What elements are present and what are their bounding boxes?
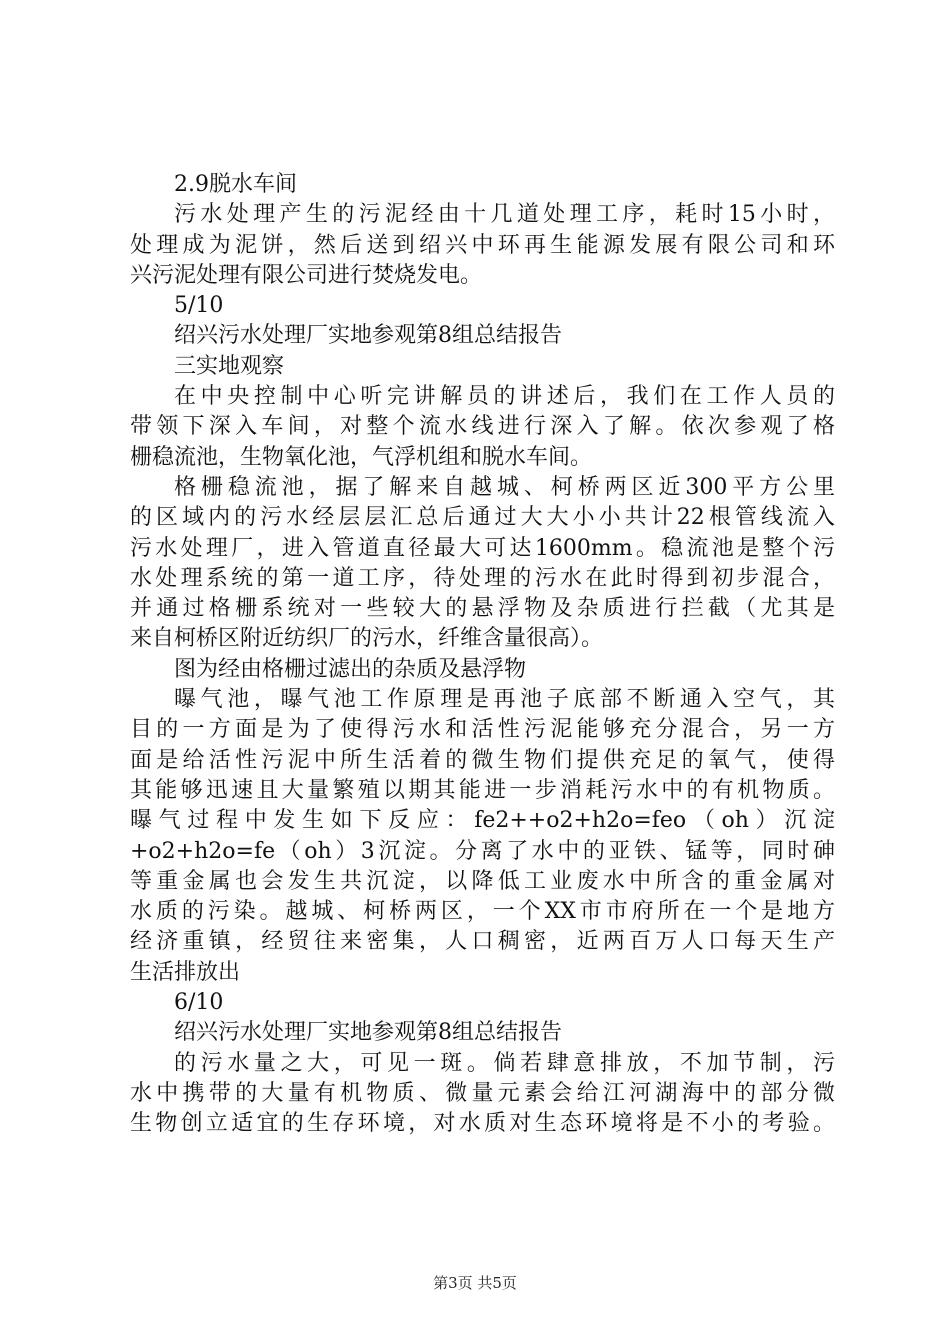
text-line: 处理成为泥饼，然后送到绍兴中环再生能源发展有限公司和环: [130, 232, 835, 258]
text-line: 在中央控制中心听完讲解员的讲述后，我们在工作人员的: [174, 384, 835, 410]
text-line: 的区域内的污水经层层汇总后通过大大小小共计22根管线流入: [130, 505, 835, 531]
text-line: 5/10: [174, 293, 224, 319]
text-line: 污水处理厂，进入管道直径最大可达1600mm。稳流池是整个污: [130, 535, 835, 561]
text-line: 格栅稳流池，据了解来自越城、柯桥两区近300平方公里: [174, 474, 835, 500]
text-line: 等重金属也会发生共沉淀，以降低工业废水中所含的重金属对: [130, 868, 835, 894]
text-line: 水处理系统的第一道工序，待处理的污水在此时得到初步混合，: [130, 565, 835, 591]
text-line: 来自柯桥区附近纺织厂的污水，纤维含量很高）。: [130, 626, 604, 652]
text-line: 绍兴污水处理厂实地参观第8组总结报告: [174, 323, 562, 349]
text-line: 其能够迅速且大量繁殖以期其能进一步消耗污水中的有机物质。: [130, 777, 835, 803]
text-line: 经济重镇，经贸往来密集，人口稠密，近两百万人口每天生产: [130, 929, 835, 955]
text-line: 图为经由格栅过滤出的杂质及悬浮物: [174, 656, 527, 682]
text-line: 生活排放出: [130, 959, 241, 985]
text-line: 水中携带的大量有机物质、微量元素会给江河湖海中的部分微: [130, 1080, 835, 1106]
text-line: +o2+h2o=fe（oh）3沉淀。分离了水中的亚铁、锰等，同时砷: [130, 838, 835, 864]
text-line: 并通过格栅系统对一些较大的悬浮物及杂质进行拦截（尤其是: [130, 596, 835, 622]
text-line: 栅稳流池，生物氧化池，气浮机组和脱水车间。: [130, 444, 593, 470]
text-line: 绍兴污水处理厂实地参观第8组总结报告: [174, 1020, 562, 1046]
page-footer: 第3页 共5页: [433, 1274, 517, 1292]
text-line: 污水处理产生的污泥经由十几道处理工序，耗时15小时，: [174, 202, 835, 228]
text-line: 带领下深入车间，对整个流水线进行深入了解。依次参观了格: [130, 414, 835, 440]
text-line: 目的一方面是为了使得污水和活性污泥能够充分混合，另一方: [130, 717, 835, 743]
text-line: 水质的污染。越城、柯桥两区，一个XX市市府所在一个是地方: [130, 899, 835, 925]
document-body: [130, 170, 835, 1140]
text-line: 面是给活性污泥中所生活着的微生物们提供充足的氧气，使得: [130, 747, 835, 773]
text-line: 的污水量之大，可见一斑。倘若肆意排放，不加节制，污: [174, 1050, 835, 1076]
text-line: 曝气过程中发生如下反应：fe2++o2+h2o=feo（oh）沉淀: [130, 808, 835, 834]
text-line: 兴污泥处理有限公司进行焚烧发电。: [130, 262, 483, 288]
text-line: 生物创立适宜的生存环境，对水质对生态环境将是不小的考验。: [130, 1111, 835, 1137]
text-line: 三实地观察: [174, 353, 285, 379]
text-line: 6/10: [174, 990, 224, 1016]
text-line: 曝气池，曝气池工作原理是再池子底部不断通入空气，其: [174, 687, 835, 713]
text-line: 2.9脱水车间: [174, 172, 297, 197]
